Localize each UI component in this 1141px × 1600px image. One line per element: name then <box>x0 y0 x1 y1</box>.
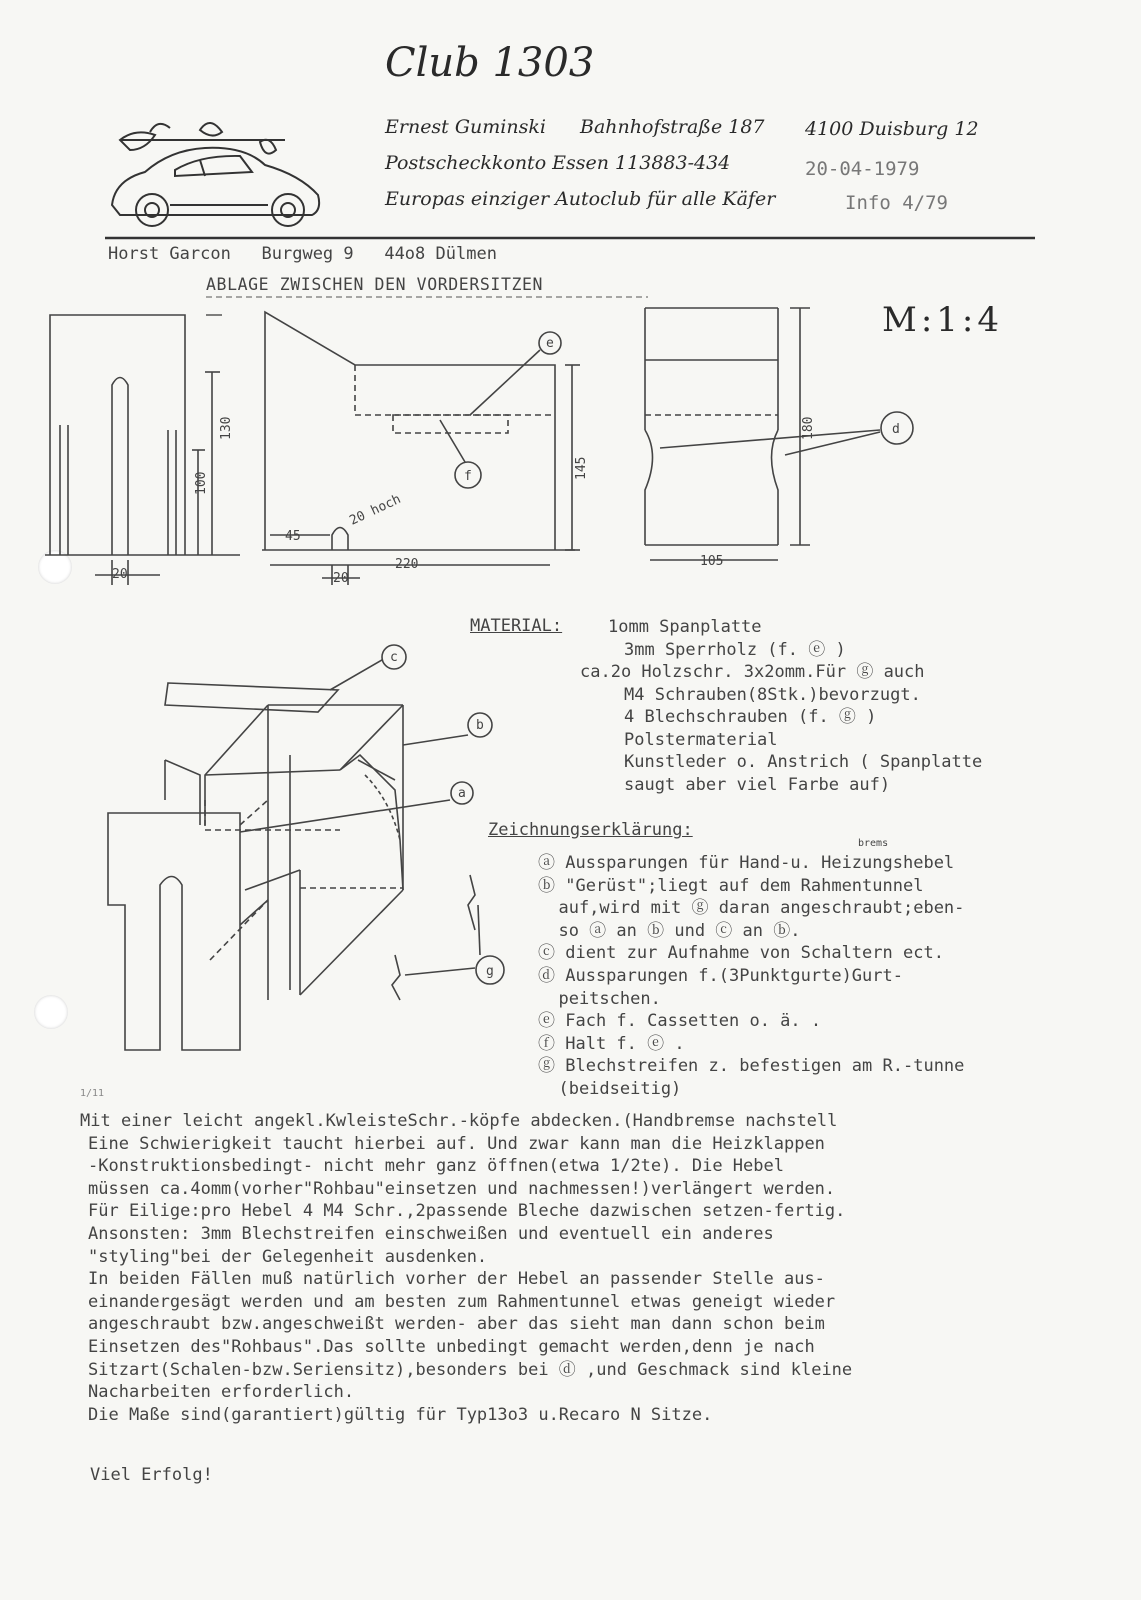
material-line: Polstermaterial <box>624 729 778 750</box>
label-b: b <box>476 718 484 733</box>
legend-list <box>538 852 964 1101</box>
dim-220: 220 <box>395 557 419 572</box>
legend-line: ⓒ dient zur Aufnahme von Schaltern ect. <box>538 943 944 964</box>
dim-130: 130 <box>219 416 234 440</box>
material-line: 3mm Sperrholz (f. ⓔ ) <box>624 639 846 660</box>
body-line: Für Eilige:pro Hebel 4 M4 Schr.,2passende Bleche dazwischen setzen-fertig. <box>88 1201 846 1222</box>
legend-title: Zeichnungserklärung: <box>488 820 693 840</box>
dim-20-b: 20 <box>333 571 349 586</box>
punch-hole-top <box>38 550 72 584</box>
material-line: M4 Schrauben(8Stk.)bevorzugt. <box>624 684 921 705</box>
body-line: In beiden Fällen muß natürlich vorher der Hebel an passender Stelle aus- <box>88 1269 825 1290</box>
dim-45: 45 <box>285 529 301 544</box>
body-line: Eine Schwierigkeit taucht hierbei auf. Und zwar kann man die Heizklappen <box>88 1133 825 1154</box>
label-f: f <box>464 469 472 484</box>
dim-20-hoch: 20 hoch <box>347 491 404 529</box>
label-a: a <box>458 786 466 801</box>
legend-line: (beidseitig) <box>538 1078 682 1099</box>
material-line: Kunstleder o. Anstrich ( Spanplatte <box>624 752 983 772</box>
legend-line: ⓓ Aussparungen f.(3Punktgurte)Gurt- <box>538 965 903 986</box>
legend-line: ⓕ Halt f. ⓔ . <box>538 1033 685 1054</box>
body-text <box>80 1110 852 1426</box>
dim-20-a: 20 <box>112 567 128 582</box>
material-line: saugt aber viel Farbe auf) <box>624 774 891 795</box>
brems-note: brems <box>858 838 889 849</box>
label-e: e <box>546 336 554 351</box>
body-line: Nacharbeiten erforderlich. <box>88 1382 355 1403</box>
label-g: g <box>486 964 494 979</box>
punch-hole-bottom <box>34 995 68 1029</box>
material-list <box>580 616 982 796</box>
body-line: Mit einer leicht angekl.KwleisteSchr.-köpfe abdecken.(Handbremse nachstell <box>80 1111 838 1131</box>
dim-145: 145 <box>574 456 589 480</box>
legend-line: auf,wird mit ⓖ daran angeschraubt;eben- <box>538 898 965 919</box>
scale-note: M:1:4 <box>882 300 1003 340</box>
material-label: MATERIAL: <box>470 616 563 636</box>
page-title: ABLAGE ZWISCHEN DEN VORDERSITZEN <box>206 275 544 294</box>
material-line: 4 Blechschrauben (f. ⓖ ) <box>624 707 877 727</box>
header-city: 4100 Duisburg 12 <box>805 118 979 140</box>
author-line: Horst Garcon Burgweg 9 44o8 Dülmen <box>108 244 497 264</box>
legend-line: ⓖ Blechstreifen z. befestigen am R.-tunne <box>538 1056 965 1077</box>
material-line: 1omm Spanplatte <box>608 617 762 637</box>
club-name: Club 1303 <box>385 40 595 86</box>
body-line: -Konstruktionsbedingt- nicht mehr ganz öffnen(etwa 1/2te). Die Hebel <box>88 1156 784 1177</box>
body-line: müssen ca.4omm(vorher"Rohbau"einsetzen und nachmessen!)verlängert werden. <box>88 1178 836 1199</box>
header-street: Bahnhofstraße 187 <box>580 116 765 138</box>
material-line: ca.2o Holzschr. 3x2omm.Für ⓖ auch <box>580 662 925 682</box>
body-line: Einsetzen des"Rohbaus".Das sollte unbedingt gemacht werden,denn je nach <box>88 1336 815 1357</box>
dim-100: 100 <box>194 471 209 495</box>
small-mark: 1/11 <box>80 1088 105 1099</box>
legend-line: so ⓐ an ⓑ und ⓒ an ⓑ. <box>538 920 801 941</box>
body-line: Die Maße sind(garantiert)gültig für Typ13o3 u.Recaro N Sitze. <box>88 1404 713 1425</box>
label-c: c <box>390 650 398 665</box>
legend-line: peitschen. <box>538 988 661 1009</box>
body-line: Ansonsten: 3mm Blechstreifen einschweißen und eventuell ein anderes <box>88 1223 774 1244</box>
legend-line: ⓔ Fach f. Cassetten o. ä. . <box>538 1011 822 1032</box>
body-line: angeschraubt bzw.angeschweißt werden- aber das sieht man dann schon beim <box>88 1314 825 1335</box>
header-name: Ernest Guminski <box>385 116 546 138</box>
closing: Viel Erfolg! <box>90 1465 213 1485</box>
legend-line: ⓐ Aussparungen für Hand-u. Heizungshebel <box>538 853 955 873</box>
header-date: 20-04-1979 <box>805 158 920 180</box>
legend-line: ⓑ "Gerüst";liegt auf dem Rahmentunnel <box>538 875 924 896</box>
body-line: Sitzart(Schalen-bzw.Seriensitz),besonders bei ⓓ ,und Geschmack sind kleine <box>88 1359 853 1380</box>
dim-105: 105 <box>700 554 724 569</box>
header-account: Postscheckkonto Essen 113883-434 <box>385 152 731 174</box>
dim-180: 180 <box>801 416 816 440</box>
body-line: "styling"bei der Gelegenheit ausdenken. <box>88 1246 488 1267</box>
label-d: d <box>892 422 900 437</box>
header-slogan: Europas einziger Autoclub für alle Käfer <box>385 188 776 210</box>
body-line: einandergesägt werden und am besten zum Rahmentunnel etwas geneigt wieder <box>88 1291 836 1312</box>
header-info: Info 4/79 <box>845 192 948 214</box>
